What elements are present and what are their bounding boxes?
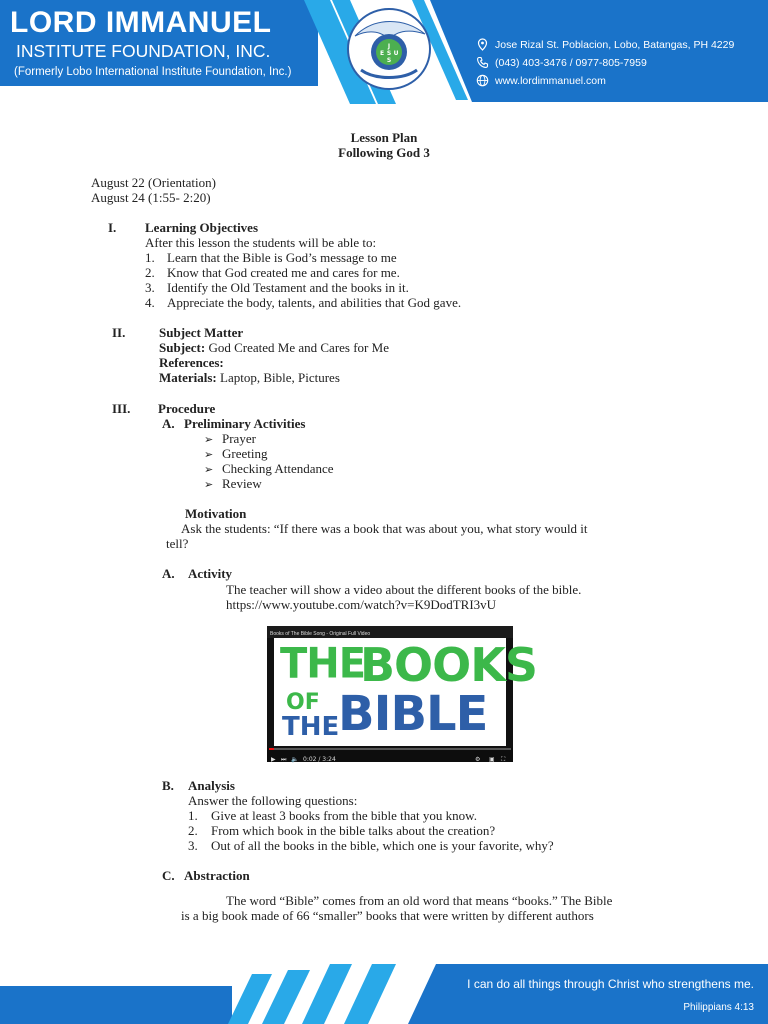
document-subtitle: Following God 3 — [338, 145, 430, 160]
section-heading-objectives: Learning Objectives — [145, 220, 259, 235]
logo-letter: J — [387, 43, 391, 50]
references-label: References: — [159, 355, 224, 370]
section-numeral: III. — [112, 401, 131, 416]
section-heading-procedure: Procedure — [158, 401, 216, 416]
bullet-text: Review — [222, 476, 262, 491]
art-text: THE — [282, 712, 340, 742]
video-title: Books of The Bible Song - Original Full Video — [270, 631, 371, 637]
arrow-bullet-icon: ➢ — [204, 464, 214, 476]
footer-verse: I can do all things through Christ who strengthens me. — [467, 977, 754, 991]
objective-item: Know that God created me and cares for me. — [167, 265, 400, 280]
section-numeral: II. — [112, 325, 126, 340]
school-logo — [345, 6, 433, 92]
activity-bullet-item — [204, 476, 262, 493]
letterhead-footer — [0, 964, 768, 1024]
subject-value: God Created Me and Cares for Me — [208, 340, 389, 355]
bullet-text: Greeting — [222, 446, 268, 461]
settings-icon[interactable]: ⚙ — [475, 756, 481, 763]
phone-text: (043) 403-3476 / 0977-805-7959 — [495, 56, 647, 69]
date-line: August 22 (Orientation) — [91, 175, 216, 190]
youtube-icon[interactable]: ▣ — [489, 756, 495, 763]
video-url-link[interactable]: https://www.youtube.com/watch?v=K9DodTRI3vU — [226, 597, 497, 612]
analysis-question: Out of all the books in the bible, which one is your favorite, why? — [211, 838, 554, 853]
art-text: BIBLE — [338, 686, 488, 742]
subsection-heading-preliminary: Preliminary Activities — [184, 416, 306, 431]
section-heading-subject-matter: Subject Matter — [159, 325, 244, 340]
list-number: 3. — [188, 838, 198, 853]
list-number: 3. — [145, 280, 155, 295]
abstraction-text: is a big book made of 66 “smaller” books that were written by different authors — [181, 908, 594, 923]
subsection-letter: C. — [162, 868, 175, 883]
list-number: 1. — [188, 808, 198, 823]
activity-text: The teacher will show a video about the different books of the bible. — [226, 582, 582, 597]
subsection-letter: A. — [162, 566, 175, 581]
document-title: Lesson Plan — [350, 130, 418, 145]
list-number: 2. — [188, 823, 198, 838]
location-pin-icon — [476, 38, 489, 51]
arrow-bullet-icon: ➢ — [204, 449, 214, 461]
logo-letter: S — [386, 57, 392, 64]
objectives-intro: After this lesson the students will be able to: — [145, 235, 377, 250]
fullscreen-icon[interactable]: ⛶ — [501, 756, 506, 763]
motivation-text: Ask the students: “If there was a book that was about you, what story would it — [181, 521, 588, 536]
list-number: 2. — [145, 265, 155, 280]
analysis-intro: Answer the following questions: — [188, 793, 358, 808]
organization-name: LORD IMMANUEL — [10, 6, 272, 39]
letterhead — [0, 0, 768, 104]
arrow-bullet-icon: ➢ — [204, 479, 214, 491]
bullet-text: Prayer — [222, 431, 256, 446]
organization-subtitle: INSTITUTE FOUNDATION, INC. — [16, 41, 271, 61]
organization-former-name: (Formerly Lobo International Institute Foundation, Inc.) — [14, 66, 292, 78]
phone-icon — [476, 56, 489, 69]
materials-value: Laptop, Bible, Pictures — [220, 370, 340, 385]
video-thumbnail-art — [274, 638, 538, 746]
contact-website[interactable] — [476, 74, 606, 87]
list-number: 1. — [145, 250, 155, 265]
subject-line — [159, 340, 389, 355]
video-progress-fill — [269, 748, 274, 750]
website-link[interactable]: www.lordimmanuel.com — [495, 74, 606, 87]
next-icon[interactable]: ⏭ — [281, 756, 287, 763]
art-text: BOOKS — [360, 638, 538, 692]
materials-line — [159, 370, 340, 385]
contact-phone — [476, 56, 647, 69]
list-number: 4. — [145, 295, 155, 310]
volume-icon[interactable]: 🔈 — [291, 756, 299, 763]
bullet-text: Checking Attendance — [222, 461, 334, 476]
contact-address — [476, 38, 734, 51]
subsection-heading-abstraction: Abstraction — [184, 868, 250, 883]
objective-item: Appreciate the body, talents, and abilities that God gave. — [167, 295, 462, 310]
logo-letter: S — [386, 50, 392, 57]
subsection-heading-analysis: Analysis — [188, 778, 235, 793]
video-progress-track[interactable] — [269, 748, 511, 750]
motivation-heading: Motivation — [185, 506, 247, 521]
subsection-letter: A. — [162, 416, 175, 431]
footer-background — [0, 964, 768, 1024]
footer-verse-reference: Philippians 4:13 — [683, 1002, 754, 1013]
logo-letter: U — [393, 50, 399, 57]
globe-icon — [476, 74, 489, 87]
abstraction-text: The word “Bible” comes from an old word that means “books.” The Bible — [226, 893, 613, 908]
motivation-text: tell? — [166, 536, 189, 551]
subject-label: Subject: — [159, 340, 206, 355]
address-text: Jose Rizal St. Poblacion, Lobo, Batangas, PH 4229 — [495, 38, 735, 51]
subsection-heading-activity: Activity — [188, 566, 233, 581]
objective-item: Learn that the Bible is God’s message to me — [167, 250, 397, 265]
video-time: 0:02 / 3:24 — [303, 756, 336, 763]
analysis-question: From which book in the bible talks about the creation? — [211, 823, 496, 838]
date-line: August 24 (1:55- 2:20) — [91, 190, 211, 205]
arrow-bullet-icon: ➢ — [204, 434, 214, 446]
analysis-question: Give at least 3 books from the bible that you know. — [211, 808, 477, 823]
video-player[interactable] — [267, 626, 538, 763]
logo-letter: E — [379, 50, 385, 57]
play-icon[interactable]: ▶ — [271, 756, 276, 763]
materials-label: Materials: — [159, 370, 217, 385]
art-text: OF — [286, 690, 320, 715]
subsection-letter: B. — [162, 778, 174, 793]
art-text: THE — [280, 639, 366, 689]
section-numeral: I. — [108, 220, 117, 235]
objective-item: Identify the Old Testament and the books in it. — [167, 280, 409, 295]
